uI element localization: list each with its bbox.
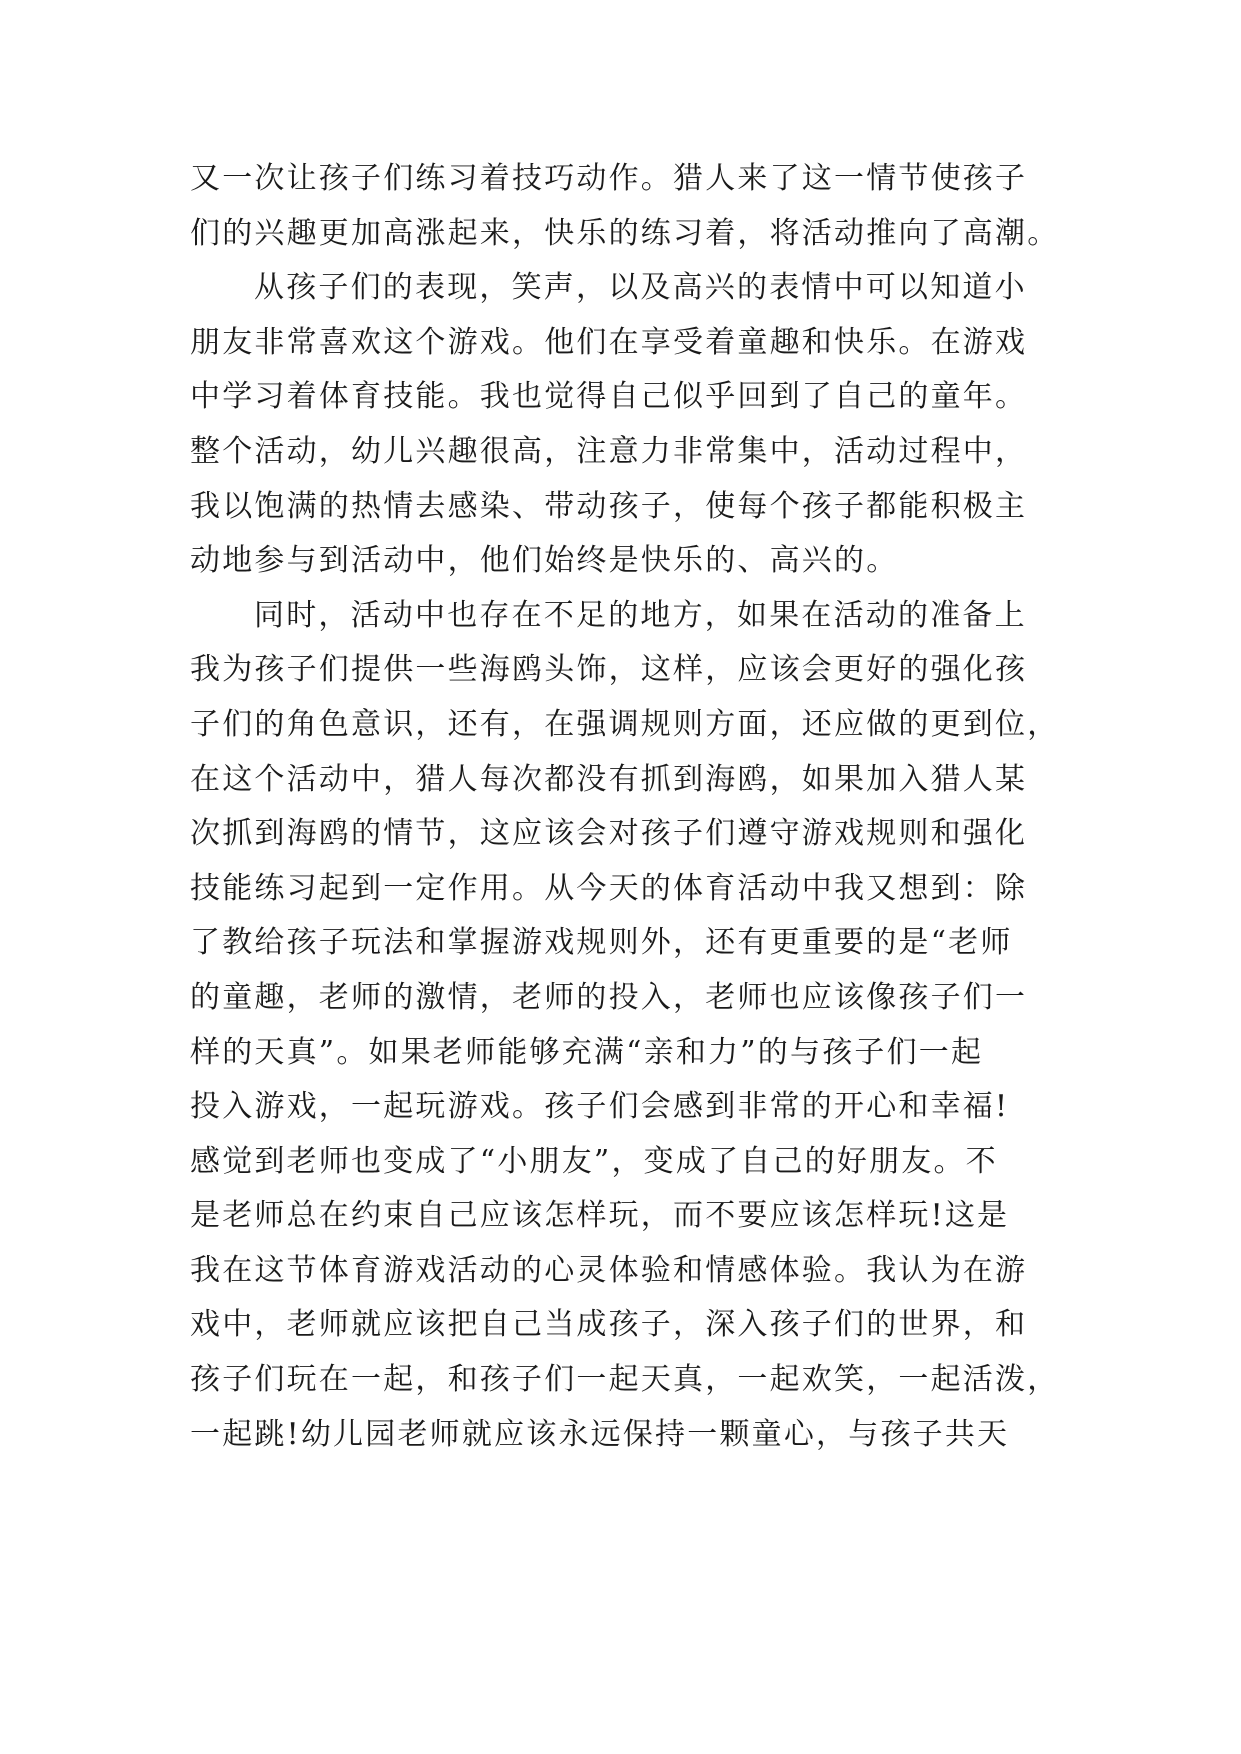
- text-line: 我在这节体育游戏活动的心灵体验和情感体验。我认为在游: [190, 1252, 1028, 1288]
- text-line: 子们的角色意识，还有，在强调规则方面，还应做的更到位，: [190, 706, 1060, 742]
- text-line: 我为孩子们提供一些海鸥头饰，这样，应该会更好的强化孩: [190, 652, 1028, 688]
- text-line: 孩子们玩在一起，和孩子们一起天真，一起欢笑，一起活泼，: [190, 1362, 1060, 1398]
- text-line: 技能练习起到一定作用。从今天的体育活动中我又想到：除: [190, 870, 1028, 906]
- text-line: 们的兴趣更加高涨起来，快乐的练习着，将活动推向了高潮。: [190, 215, 1060, 251]
- text-line: 一起跳!幼儿园老师就应该永远保持一颗童心，与孩子共天: [190, 1416, 1010, 1452]
- text-line: 感觉到老师也变成了“小朋友”，变成了自己的好朋友。不: [190, 1143, 998, 1179]
- paragraph-start-line: 同时，活动中也存在不足的地方，如果在活动的准备上: [254, 597, 1027, 633]
- text-line: 动地参与到活动中，他们始终是快乐的、高兴的。: [190, 543, 899, 579]
- text-line: 整个活动，幼儿兴趣很高，注意力非常集中，活动过程中，: [190, 433, 1028, 469]
- text-line: 样的天真”。如果老师能够充满“亲和力”的与孩子们一起: [190, 1034, 984, 1070]
- text-line: 中学习着体育技能。我也觉得自己似乎回到了自己的童年。: [190, 379, 1028, 415]
- text-line: 又一次让孩子们练习着技巧动作。猎人来了这一情节使孩子: [190, 161, 1028, 196]
- text-line: 了教给孩子玩法和掌握游戏规则外，还有更重要的是“老师: [190, 925, 1013, 961]
- text-line: 是老师总在约束自己应该怎样玩，而不要应该怎样玩!这是: [190, 1198, 1010, 1234]
- text-line: 投入游戏，一起玩游戏。孩子们会感到非常的开心和幸福!: [190, 1089, 1010, 1125]
- text-line: 次抓到海鸥的情节，这应该会对孩子们遵守游戏规则和强化: [190, 816, 1028, 852]
- body-text: [190, 152, 1060, 1462]
- text-line: 在这个活动中，猎人每次都没有抓到海鸥，如果加入猎人某: [190, 761, 1028, 797]
- text-line: 我以饱满的热情去感染、带动孩子，使每个孩子都能积极主: [190, 488, 1028, 524]
- text-line: 朋友非常喜欢这个游戏。他们在享受着童趣和快乐。在游戏: [190, 324, 1028, 360]
- text-line: 戏中，老师就应该把自己当成孩子，深入孩子们的世界，和: [190, 1307, 1028, 1343]
- text-line: 的童趣，老师的激情，老师的投入，老师也应该像孩子们一: [190, 979, 1028, 1015]
- paragraph-start-line: 从孩子们的表现，笑声，以及高兴的表情中可以知道小: [254, 270, 1027, 306]
